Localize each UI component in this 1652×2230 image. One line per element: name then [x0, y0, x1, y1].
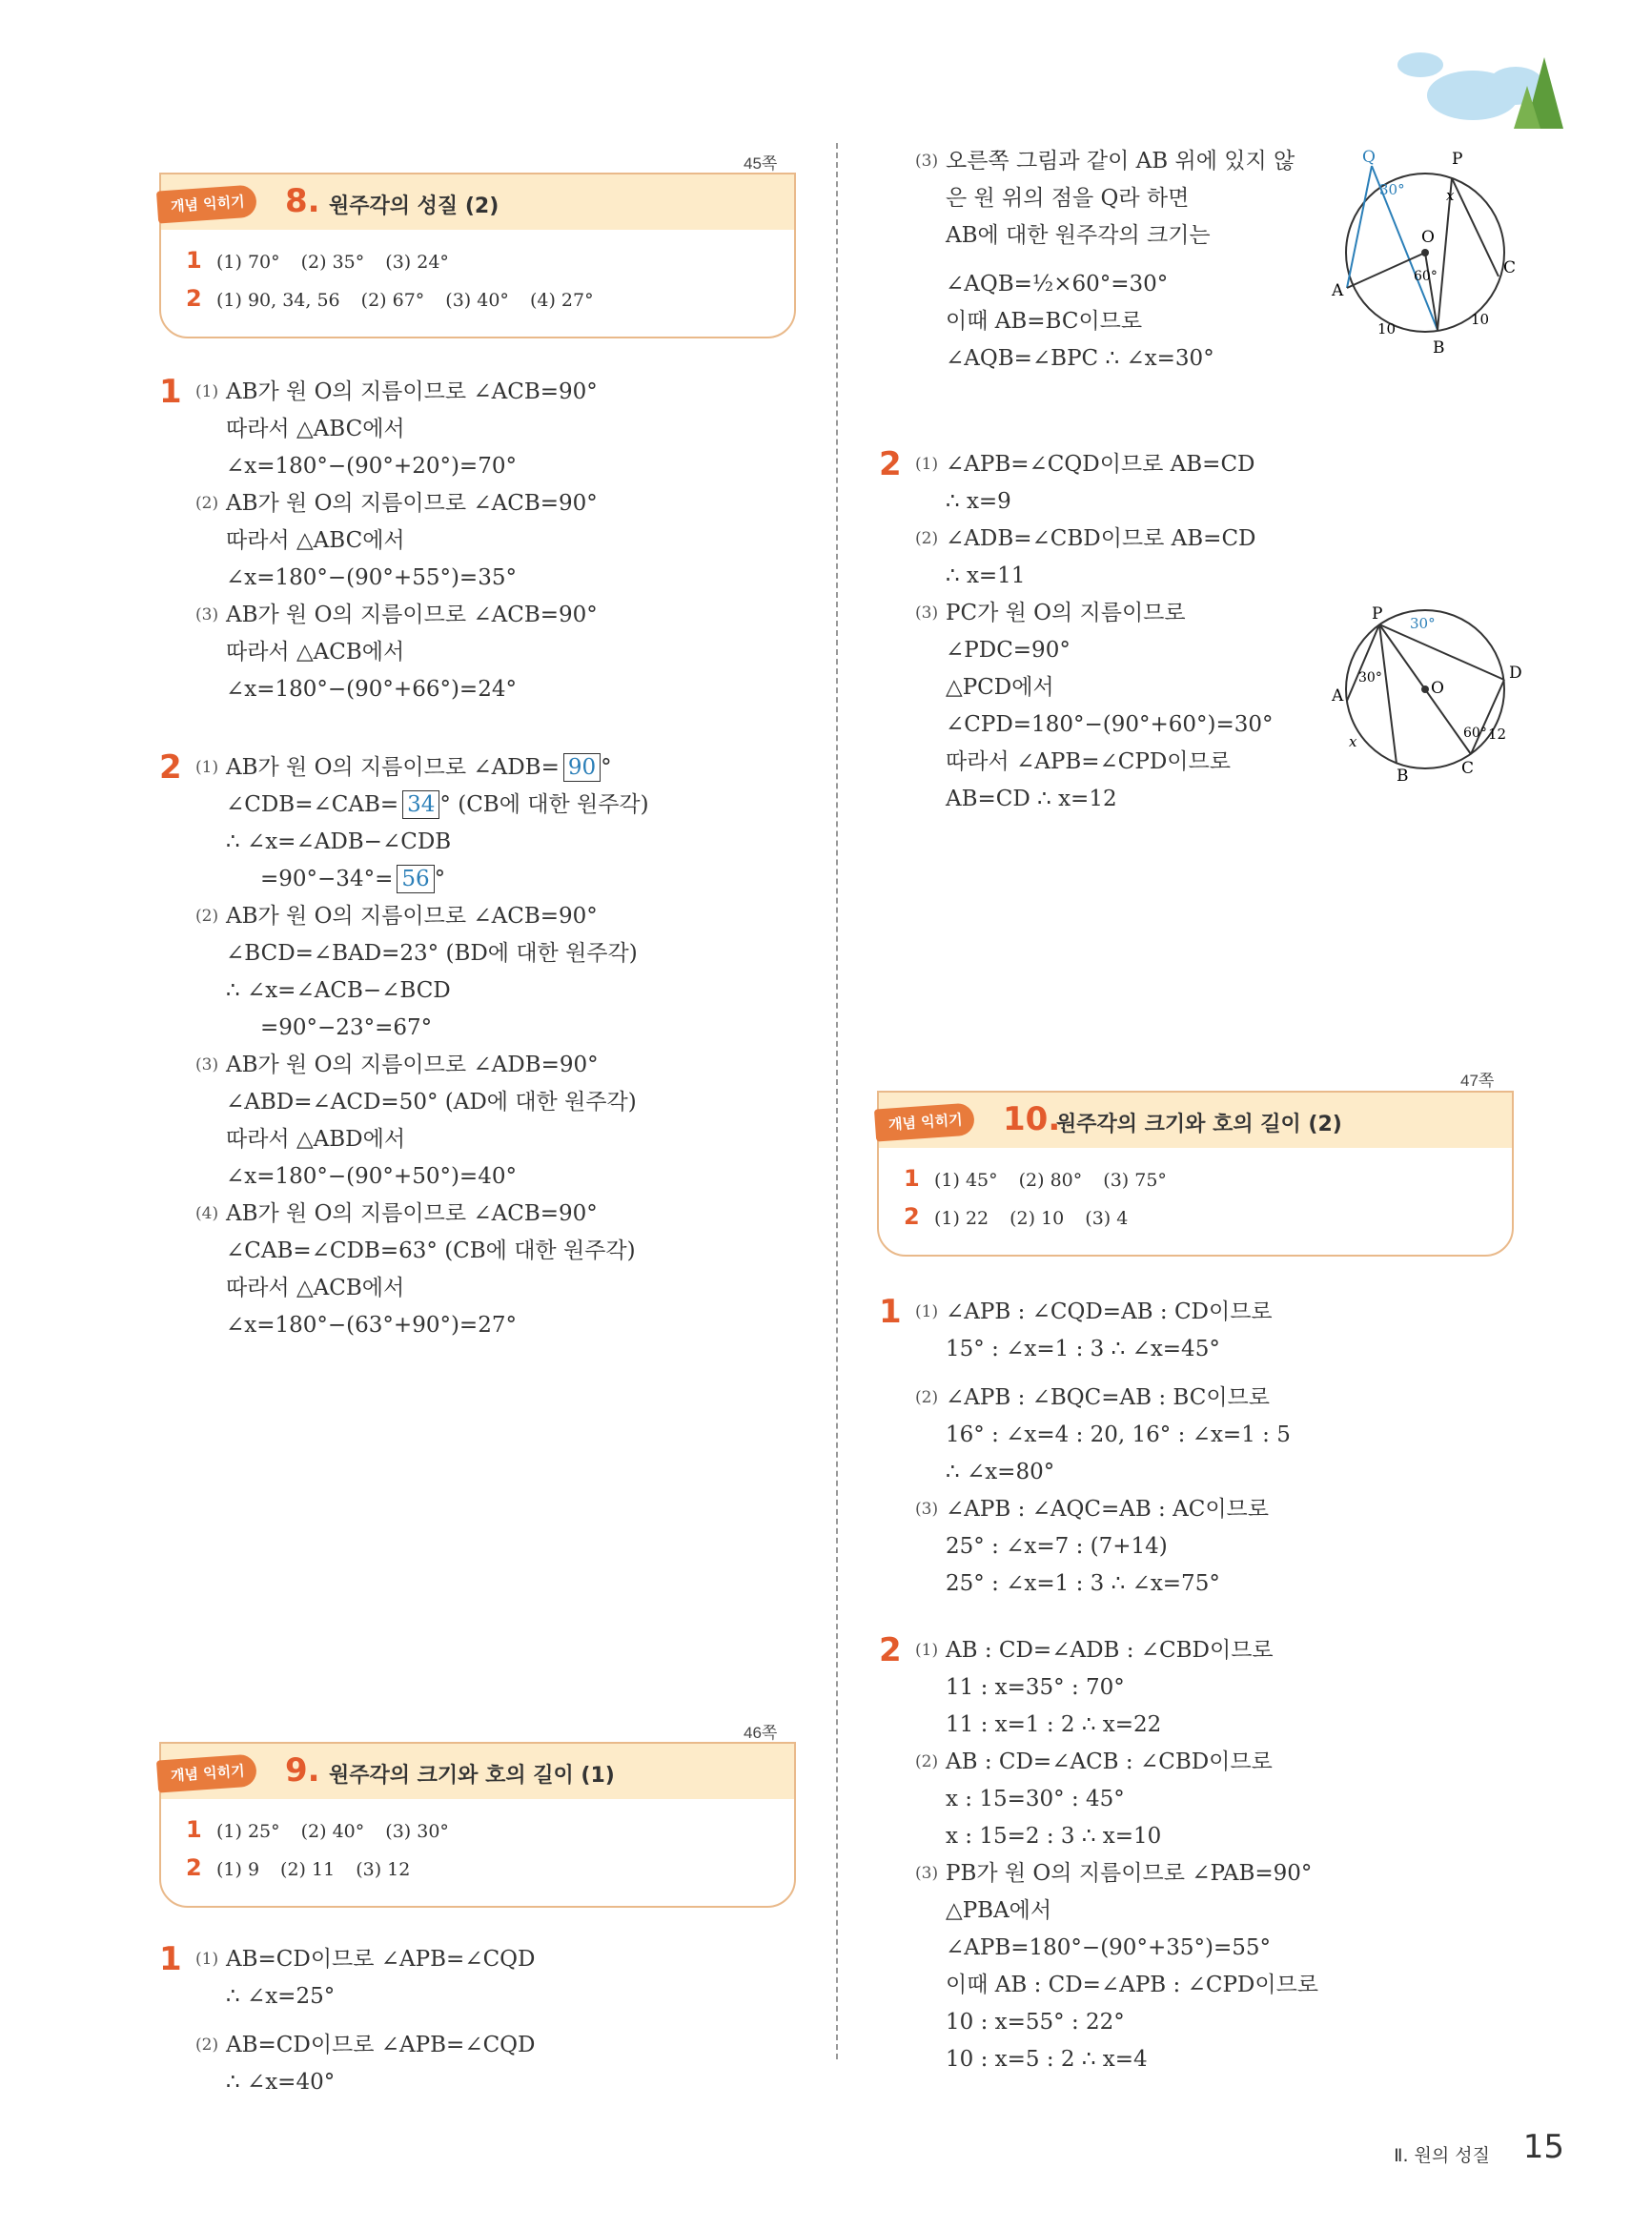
answer-item: (1) 22	[934, 1208, 989, 1229]
solution-line	[159, 861, 807, 898]
answer-item: (3) 75°	[1103, 1170, 1167, 1191]
question-number: 2	[186, 1854, 202, 1881]
svg-text:P: P	[1452, 150, 1463, 169]
solution-line	[159, 1196, 807, 1233]
solution-text: 10 : x=55° : 22°	[946, 2010, 1125, 2035]
solution-text: 따라서 △ABC에서	[226, 528, 405, 553]
solution-line	[879, 521, 1317, 558]
problem-9-1-3	[879, 143, 1317, 378]
solution-text: ∠APB : ∠BQC=AB : BC이므로	[946, 1385, 1270, 1410]
trailing-text: ° (CB에 대한 원주각)	[439, 792, 649, 817]
solution-text: 25° : ∠x=1 : 3 ∴ ∠x=75°	[946, 1571, 1220, 1596]
solution-line	[879, 1528, 1508, 1565]
answer-row	[879, 1197, 1512, 1236]
solution-text: 10 : x=5 : 2 ∴ x=4	[946, 2047, 1148, 2072]
solution-text: ∠ABD=∠ACD=50° (AD에 대한 원주각)	[226, 1090, 637, 1115]
question-number: 1	[904, 1165, 920, 1192]
answer-box-9	[159, 1742, 796, 1908]
box-header	[161, 1744, 794, 1799]
trailing-text: °	[601, 755, 612, 780]
answer-item: (2) 67°	[360, 290, 425, 311]
column-divider	[836, 143, 838, 2059]
solution-line	[879, 1331, 1508, 1368]
trailing-text: °	[434, 867, 446, 891]
solution-text: 따라서 △ACB에서	[226, 640, 405, 665]
solution-line	[879, 1818, 1508, 1855]
solution-text: x : 15=30° : 45°	[946, 1787, 1125, 1811]
answer-row	[161, 1811, 794, 1849]
circle-figure-1	[1330, 143, 1530, 362]
page-number: 15	[1522, 2128, 1564, 2166]
solution-line	[879, 1491, 1508, 1528]
svg-text:30°: 30°	[1379, 181, 1405, 198]
solution-line	[159, 824, 807, 861]
sub-label: (2)	[915, 529, 939, 548]
solution-text: AB가 원 O의 지름이므로 ∠ACB=90°	[226, 603, 598, 627]
problem-number: 2	[159, 748, 182, 787]
problem-9-1	[159, 1941, 807, 2101]
solution-line	[879, 340, 1317, 378]
box-number: 10.	[1003, 1100, 1061, 1138]
sub-label: (1)	[915, 1302, 939, 1321]
sub-label: (2)	[195, 2036, 219, 2055]
solution-text: ∴ x=11	[946, 563, 1026, 588]
solution-line	[159, 1270, 807, 1307]
solution-text: AB가 원 O의 지름이므로 ∠ADB=90°	[226, 1053, 599, 1077]
svg-text:C: C	[1461, 759, 1475, 778]
solution-text: ∠APB : ∠AQC=AB : AC이므로	[946, 1497, 1269, 1522]
solution-line	[879, 303, 1317, 340]
svg-text:30°: 30°	[1410, 615, 1436, 632]
answer-item: (1) 25°	[216, 1821, 280, 1842]
page-ref-45: 45쪽	[744, 154, 778, 173]
solution-line	[879, 1380, 1508, 1417]
solution-text: AB=CD ∴ x=12	[946, 787, 1117, 811]
answer-item: (3) 40°	[445, 290, 509, 311]
solution-line	[879, 744, 1317, 781]
question-number: 2	[904, 1203, 920, 1230]
box-title: 원주각의 크기와 호의 길이 (1)	[329, 1764, 615, 1788]
solution-line	[159, 1010, 807, 1047]
solution-line	[159, 448, 807, 485]
svg-text:60°: 60°	[1414, 269, 1438, 284]
svg-text:10: 10	[1377, 320, 1397, 338]
answer-list	[161, 230, 794, 317]
sub-label: (3)	[915, 1864, 939, 1883]
solution-text: 11 : x=1 : 2 ∴ x=22	[946, 1712, 1162, 1737]
solution-text: x : 15=2 : 3 ∴ x=10	[946, 1824, 1162, 1849]
answer-item: (3) 30°	[385, 1821, 449, 1842]
solution-line	[159, 1158, 807, 1196]
sub-label: (2)	[195, 494, 219, 513]
concept-tag: 개념 익히기	[874, 1102, 975, 1141]
solution-line	[879, 1454, 1508, 1491]
solution-line	[159, 2027, 807, 2064]
answer-box-10	[877, 1091, 1514, 1257]
solution-text: ∴ x=9	[946, 489, 1011, 514]
solution-line	[879, 1781, 1508, 1818]
solution-text: 이때 AB : CD=∠APB : ∠CPD이므로	[946, 1973, 1319, 1997]
svg-text:30°: 30°	[1358, 670, 1382, 685]
solution-line	[879, 632, 1317, 669]
svg-text:Q: Q	[1362, 148, 1376, 167]
solution-line	[159, 485, 807, 522]
sub-label: (1)	[195, 382, 219, 401]
question-number: 1	[186, 1816, 202, 1843]
solution-line	[879, 781, 1317, 818]
answer-row	[879, 1159, 1512, 1197]
answer-item: (2) 10	[1010, 1208, 1065, 1229]
answer-row	[161, 279, 794, 317]
answer-item: (1) 9	[216, 1859, 260, 1880]
svg-text:P: P	[1372, 604, 1383, 624]
solution-text: AB에 대한 원주각의 크기는	[946, 223, 1211, 248]
solution-text: =90°−23°=67°	[260, 1015, 433, 1040]
footer-section: Ⅱ. 원의 성질	[1394, 2145, 1490, 2166]
sub-label: (1)	[915, 455, 939, 474]
solution-line	[159, 2064, 807, 2101]
solution-text: ∠x=180°−(90°+50°)=40°	[226, 1164, 517, 1189]
svg-text:60°: 60°	[1463, 726, 1487, 741]
solution-text: ∠x=180°−(63°+90°)=27°	[226, 1313, 517, 1338]
solution-line	[879, 706, 1317, 744]
solution-line	[159, 1121, 807, 1158]
solution-line	[159, 1307, 807, 1344]
solution-text: 따라서 ∠APB=∠CPD이므로	[946, 749, 1231, 774]
solution-line	[879, 669, 1317, 706]
cloud-tree-decoration	[1382, 48, 1573, 133]
problem-9-2	[879, 446, 1317, 818]
solution-text: ∠CDB=∠CAB=	[226, 792, 399, 817]
solution-line	[159, 749, 807, 787]
answer-row	[161, 1849, 794, 1887]
answer-item: (1) 90, 34, 56	[216, 290, 340, 311]
solution-text: 15° : ∠x=1 : 3 ∴ ∠x=45°	[946, 1337, 1220, 1361]
solution-line	[159, 560, 807, 597]
solution-text: △PBA에서	[946, 1898, 1052, 1923]
solution-line	[879, 1632, 1508, 1669]
svg-text:O: O	[1421, 228, 1435, 247]
page-ref-46: 46쪽	[744, 1724, 778, 1742]
solution-line	[879, 446, 1317, 483]
svg-text:B: B	[1397, 767, 1409, 786]
svg-text:A: A	[1332, 281, 1344, 300]
solution-line	[879, 1744, 1508, 1781]
box-title: 원주각의 성질 (2)	[329, 194, 500, 218]
solution-text: ∴ ∠x=25°	[226, 1984, 336, 2009]
solution-line	[879, 1930, 1508, 1967]
solution-line	[879, 1294, 1508, 1331]
solution-line	[879, 266, 1317, 303]
problem-10-2	[879, 1632, 1508, 2078]
answer-item: (2) 35°	[300, 252, 365, 273]
svg-text:B: B	[1433, 338, 1445, 358]
svg-text:x: x	[1446, 187, 1455, 204]
sub-label: (1)	[195, 758, 219, 777]
solution-line	[879, 558, 1317, 595]
solution-line	[879, 483, 1317, 521]
sub-label: (4)	[195, 1204, 219, 1223]
solution-text: ∠APB=∠CQD이므로 AB=CD	[946, 452, 1255, 477]
sub-label: (2)	[195, 907, 219, 926]
solution-text: PC가 원 O의 지름이므로	[946, 601, 1186, 625]
problem-number: 2	[879, 445, 902, 483]
solution-text: 이때 AB=BC이므로	[946, 309, 1143, 334]
concept-tag: 개념 익히기	[156, 184, 257, 223]
solution-line	[159, 898, 807, 935]
circle-figure-2	[1330, 596, 1530, 787]
solution-text: 16° : ∠x=4 : 20, 16° : ∠x=1 : 5	[946, 1422, 1291, 1447]
box-title: 원주각의 크기와 호의 길이 (2)	[1056, 1113, 1342, 1136]
solution-text: △PCD에서	[946, 675, 1054, 700]
solution-text: AB가 원 O의 지름이므로 ∠ACB=90°	[226, 379, 598, 404]
sub-label: (3)	[915, 604, 939, 623]
solution-line	[879, 2004, 1508, 2041]
svg-text:12: 12	[1488, 726, 1507, 743]
sub-label: (3)	[915, 152, 939, 171]
page-ref-47: 47쪽	[1460, 1072, 1495, 1090]
box-number: 8.	[285, 182, 320, 220]
solution-text: AB : CD=∠ADB : ∠CBD이므로	[946, 1638, 1274, 1663]
solution-text: AB가 원 O의 지름이므로 ∠ADB=	[226, 755, 560, 780]
answer-item: (2) 40°	[300, 1821, 365, 1842]
svg-text:C: C	[1503, 258, 1517, 277]
solution-text: ∠APB=180°−(90°+35°)=55°	[946, 1935, 1271, 1960]
box-header	[879, 1093, 1512, 1148]
solution-line	[879, 2041, 1508, 2078]
problem-number: 1	[879, 1293, 902, 1331]
svg-text:D: D	[1509, 664, 1522, 683]
question-number: 2	[186, 285, 202, 312]
solution-line	[159, 671, 807, 708]
solution-line	[879, 1892, 1508, 1930]
answer-box-value: 90	[563, 753, 601, 782]
solution-line	[879, 1669, 1508, 1707]
answer-item: (3) 4	[1085, 1208, 1129, 1229]
sub-label: (1)	[915, 1641, 939, 1660]
svg-text:10: 10	[1471, 311, 1490, 328]
solution-line	[159, 411, 807, 448]
box-header	[161, 174, 794, 230]
problem-10-1	[879, 1294, 1508, 1603]
solution-text: =90°−34°=	[260, 867, 394, 891]
solution-line	[879, 143, 1317, 180]
sub-label: (3)	[195, 605, 219, 624]
box-number: 9.	[285, 1751, 320, 1790]
solution-text: ∠APB : ∠CQD=AB : CD이므로	[946, 1299, 1273, 1324]
solution-text: ∴ ∠x=80°	[946, 1460, 1055, 1484]
answer-item: (3) 12	[356, 1859, 411, 1880]
solution-line	[879, 595, 1317, 632]
solution-text: AB=CD이므로 ∠APB=∠CQD	[226, 1947, 536, 1972]
solution-line	[159, 634, 807, 671]
solution-text: AB가 원 O의 지름이므로 ∠ACB=90°	[226, 904, 598, 929]
svg-text:O: O	[1431, 679, 1444, 698]
solution-text: ∴ ∠x=40°	[226, 2070, 336, 2095]
solution-line	[159, 1978, 807, 2015]
solution-line	[879, 1967, 1508, 2004]
solution-text: ∠x=180°−(90°+55°)=35°	[226, 565, 517, 590]
problem-number: 2	[879, 1631, 902, 1669]
solution-text: PB가 원 O의 지름이므로 ∠PAB=90°	[946, 1861, 1313, 1886]
solution-line	[879, 1417, 1508, 1454]
solution-line	[159, 374, 807, 411]
svg-text:A: A	[1332, 686, 1344, 706]
solution-line	[159, 522, 807, 560]
solution-text: 따라서 △ACB에서	[226, 1276, 405, 1300]
solution-line	[159, 1047, 807, 1084]
answer-item: (1) 70°	[216, 252, 280, 273]
solution-text: AB=CD이므로 ∠APB=∠CQD	[226, 2033, 536, 2057]
solution-text: ∠CPD=180°−(90°+60°)=30°	[946, 712, 1274, 737]
answer-list	[879, 1148, 1512, 1236]
solution-line	[879, 180, 1317, 217]
svg-text:x: x	[1349, 733, 1357, 750]
solution-text: AB가 원 O의 지름이므로 ∠ACB=90°	[226, 491, 598, 516]
solution-text: 따라서 △ABD에서	[226, 1127, 406, 1152]
concept-tag: 개념 익히기	[156, 1753, 257, 1792]
sub-label: (1)	[195, 1950, 219, 1969]
question-number: 1	[186, 247, 202, 274]
solution-line	[159, 935, 807, 972]
solution-text: ∠BCD=∠BAD=23° (BD에 대한 원주각)	[226, 941, 638, 966]
solution-text: ∠x=180°−(90°+20°)=70°	[226, 454, 517, 479]
answer-item: (2) 11	[280, 1859, 336, 1880]
answer-box-8	[159, 173, 796, 338]
sub-label: (3)	[195, 1055, 219, 1074]
solution-text: ∠CAB=∠CDB=63° (CB에 대한 원주각)	[226, 1238, 636, 1263]
answer-box-value: 56	[397, 865, 434, 893]
answer-row	[161, 241, 794, 279]
answer-item: (2) 80°	[1018, 1170, 1083, 1191]
solution-text: 따라서 △ABC에서	[226, 417, 405, 441]
solution-text: 25° : ∠x=7 : (7+14)	[946, 1534, 1168, 1559]
problem-8-1	[159, 374, 807, 708]
solution-line	[159, 597, 807, 634]
solution-text: ∠AQB=∠BPC ∴ ∠x=30°	[946, 346, 1214, 371]
solution-text: AB : CD=∠ACB : ∠CBD이므로	[946, 1749, 1273, 1774]
solution-text: ∠AQB=½×60°=30°	[946, 272, 1169, 297]
solution-text: AB가 원 O의 지름이므로 ∠ACB=90°	[226, 1201, 598, 1226]
solution-text: 오른쪽 그림과 같이 AB 위에 있지 않	[946, 149, 1295, 174]
sub-label: (2)	[915, 1752, 939, 1771]
answer-item: (3) 24°	[385, 252, 449, 273]
answer-list	[161, 1799, 794, 1887]
solution-text: ∴ ∠x=∠ADB−∠CDB	[226, 829, 452, 854]
solution-text: ∠ADB=∠CBD이므로 AB=CD	[946, 526, 1256, 551]
problem-8-2	[159, 749, 807, 1344]
solution-text: ∴ ∠x=∠ACB−∠BCD	[226, 978, 451, 1003]
solution-line	[159, 1941, 807, 1978]
solution-line	[159, 1233, 807, 1270]
answer-item: (4) 27°	[529, 290, 594, 311]
sub-label: (2)	[915, 1388, 939, 1407]
solution-text: 은 원 위의 점을 Q라 하면	[946, 186, 1190, 211]
problem-number: 1	[159, 373, 182, 411]
solution-line	[159, 1084, 807, 1121]
solution-line	[159, 972, 807, 1010]
solution-line	[879, 1565, 1508, 1603]
sub-label: (3)	[915, 1500, 939, 1519]
solution-text: ∠PDC=90°	[946, 638, 1071, 663]
answer-item: (1) 45°	[934, 1170, 998, 1191]
solution-line	[879, 1855, 1508, 1892]
solution-text: 11 : x=35° : 70°	[946, 1675, 1125, 1700]
solution-line	[879, 1707, 1508, 1744]
solution-text: ∠x=180°−(90°+66°)=24°	[226, 677, 517, 702]
problem-number: 1	[159, 1940, 182, 1978]
solution-line	[879, 217, 1317, 255]
solution-line	[159, 787, 807, 824]
answer-box-value: 34	[402, 790, 439, 819]
